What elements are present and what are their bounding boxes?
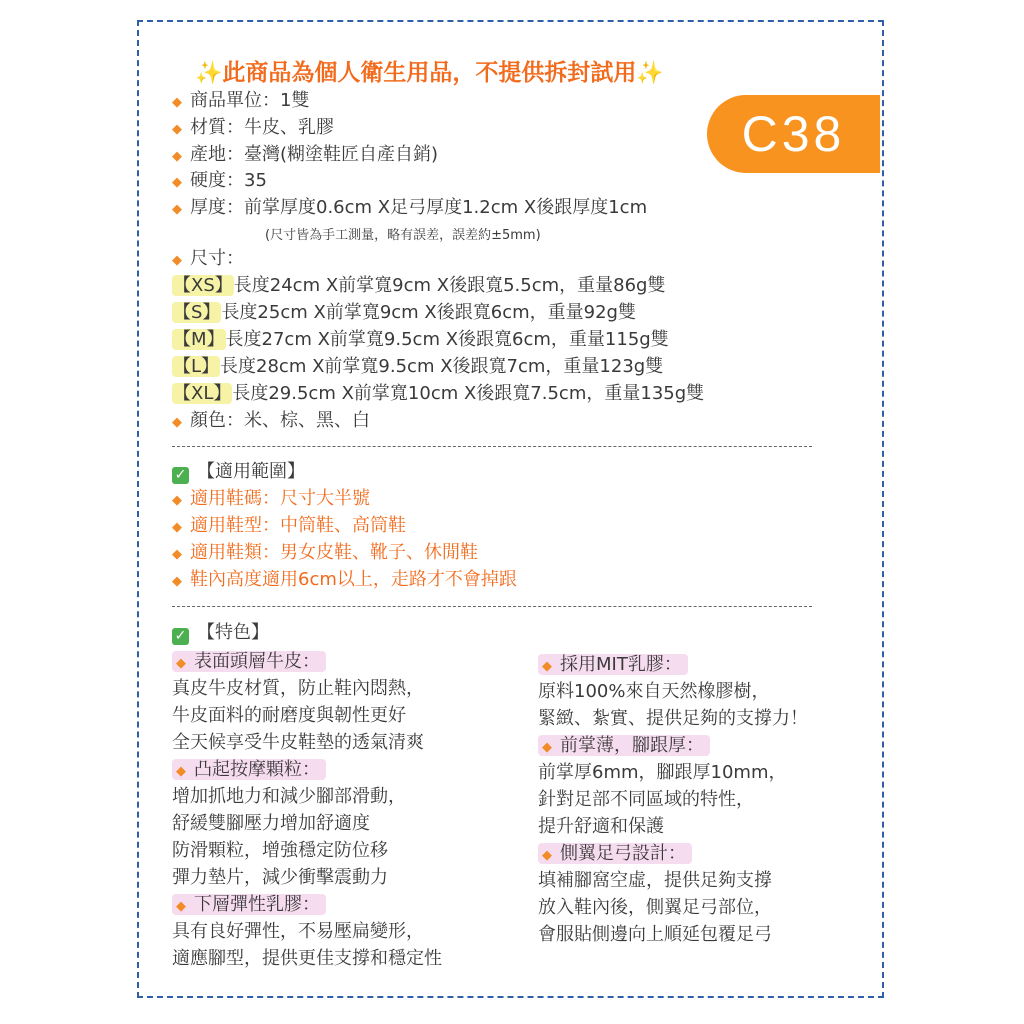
feature-line: 原料100%來自天然橡膠樹， — [538, 681, 770, 702]
diamond-bullet-icon: ◆ — [542, 659, 552, 674]
feature-line: 會服貼側邊向上順延包覆足弓 — [538, 924, 772, 945]
sparkle-icon: ✨ — [195, 61, 223, 86]
feature-line: 緊緻、紮實、提供足夠的支撐力！ — [538, 708, 808, 729]
diamond-bullet-icon: ◆ — [172, 415, 182, 430]
feature-line: 真皮牛皮材質，防止鞋內悶熱， — [172, 678, 424, 699]
diamond-bullet-icon: ◆ — [542, 740, 552, 755]
size-row-m: 【M】長度27cm X前掌寬9.5cm X後跟寬6cm，重量115g雙 — [173, 329, 669, 350]
feature-line: 彈力墊片，減少衝擊震動力 — [172, 867, 388, 888]
size-row-xl: 【XL】長度29.5cm X前掌寬10cm X後跟寬7.5cm，重量135g雙 — [173, 383, 705, 404]
diamond-bullet-icon: ◆ — [172, 253, 182, 268]
sparkle-icon: ✨ — [636, 61, 664, 86]
feature-line: 全天候享受牛皮鞋墊的透氣清爽 — [172, 732, 424, 753]
feature-title: ◆ 採用MIT乳膠： — [538, 651, 808, 678]
feature-line: 防滑顆粒，增強穩定防位移 — [172, 840, 388, 861]
spec-color: ◆ 顏色：米、棕、黑、白 — [172, 408, 370, 436]
features-heading: ✓ 【特色】 — [172, 620, 269, 646]
feature-title: ◆ 前掌薄，腳跟厚： — [538, 732, 808, 759]
diamond-bullet-icon: ◆ — [176, 899, 186, 914]
scope-item: ◆ 適用鞋碼：尺寸大半號 — [172, 486, 370, 514]
diamond-bullet-icon: ◆ — [172, 520, 182, 535]
features-left-column — [172, 648, 442, 972]
feature-title: ◆ 下層彈性乳膠： — [172, 891, 442, 918]
check-icon: ✓ — [172, 628, 189, 645]
feature-line: 舒緩雙腳壓力增加舒適度 — [172, 813, 370, 834]
page-title — [195, 54, 815, 87]
feature-line: 填補腳窩空虛，提供足夠支撐 — [538, 870, 772, 891]
diamond-bullet-icon: ◆ — [172, 149, 182, 164]
size-tag: 【M】 — [173, 329, 225, 350]
spec-hardness: ◆ 硬度：35 — [172, 168, 267, 196]
scope-item: ◆ 適用鞋類：男女皮鞋、靴子、休閒鞋 — [172, 540, 478, 568]
feature-line: 具有良好彈性，不易壓扁變形， — [172, 921, 424, 942]
feature-line: 增加抓地力和減少腳部滑動， — [172, 786, 406, 807]
size-row-xs: 【XS】長度24cm X前掌寬9cm X後跟寬5.5cm，重量86g雙 — [173, 275, 666, 296]
scope-heading: ✓ 【適用範圍】 — [172, 459, 305, 485]
spec-unit: ◆ 商品單位：1雙 — [172, 88, 309, 116]
feature-title: ◆ 表面頭層牛皮： — [172, 648, 442, 675]
diamond-bullet-icon: ◆ — [172, 202, 182, 217]
feature-line: 放入鞋內後，側翼足弓部位， — [538, 897, 772, 918]
title-text: 此商品為個人衛生用品，不提供拆封試用 — [222, 60, 637, 86]
scope-item: ◆ 鞋內高度適用6cm以上，走路才不會掉跟 — [172, 567, 517, 595]
size-row-l: 【L】長度28cm X前掌寬9.5cm X後跟寬7cm，重量123g雙 — [173, 356, 664, 377]
feature-line: 牛皮面料的耐磨度與韌性更好 — [172, 705, 406, 726]
size-row-s: 【S】長度25cm X前掌寬9cm X後跟寬6cm，重量92g雙 — [173, 302, 636, 323]
size-tag: 【L】 — [173, 356, 220, 377]
feature-line: 提升舒適和保護 — [538, 816, 664, 837]
diamond-bullet-icon: ◆ — [176, 764, 186, 779]
divider — [172, 446, 812, 447]
size-tag: 【XS】 — [173, 275, 233, 296]
check-icon: ✓ — [172, 467, 189, 484]
feature-title: ◆ 側翼足弓設計： — [538, 840, 808, 867]
size-tag: 【S】 — [173, 302, 221, 323]
divider — [172, 606, 812, 607]
scope-item: ◆ 適用鞋型：中筒鞋、高筒鞋 — [172, 513, 406, 541]
diamond-bullet-icon: ◆ — [542, 848, 552, 863]
diamond-bullet-icon: ◆ — [176, 656, 186, 671]
spec-material: ◆ 材質：牛皮、乳膠 — [172, 115, 334, 143]
measurement-note: (尺寸皆為手工測量，略有誤差，誤差約±5mm) — [265, 228, 541, 243]
diamond-bullet-icon: ◆ — [172, 175, 182, 190]
diamond-bullet-icon: ◆ — [172, 493, 182, 508]
feature-line: 適應腳型，提供更佳支撐和穩定性 — [172, 948, 442, 969]
size-heading: ◆ 尺寸： — [172, 246, 244, 274]
spec-thickness: ◆ 厚度：前掌厚度0.6cm X足弓厚度1.2cm X後跟厚度1cm — [172, 195, 647, 223]
features-right-column — [538, 651, 808, 948]
diamond-bullet-icon: ◆ — [172, 95, 182, 110]
diamond-bullet-icon: ◆ — [172, 122, 182, 137]
diamond-bullet-icon: ◆ — [172, 547, 182, 562]
diamond-bullet-icon: ◆ — [172, 574, 182, 589]
feature-line: 針對足部不同區域的特性， — [538, 789, 754, 810]
product-code-badge: C38 — [707, 95, 880, 173]
feature-line: 前掌厚6mm，腳跟厚10mm， — [538, 762, 787, 783]
feature-title: ◆ 凸起按摩顆粒： — [172, 756, 442, 783]
spec-origin: ◆ 產地：臺灣(糊塗鞋匠自產自銷) — [172, 142, 438, 170]
size-tag: 【XL】 — [173, 383, 232, 404]
